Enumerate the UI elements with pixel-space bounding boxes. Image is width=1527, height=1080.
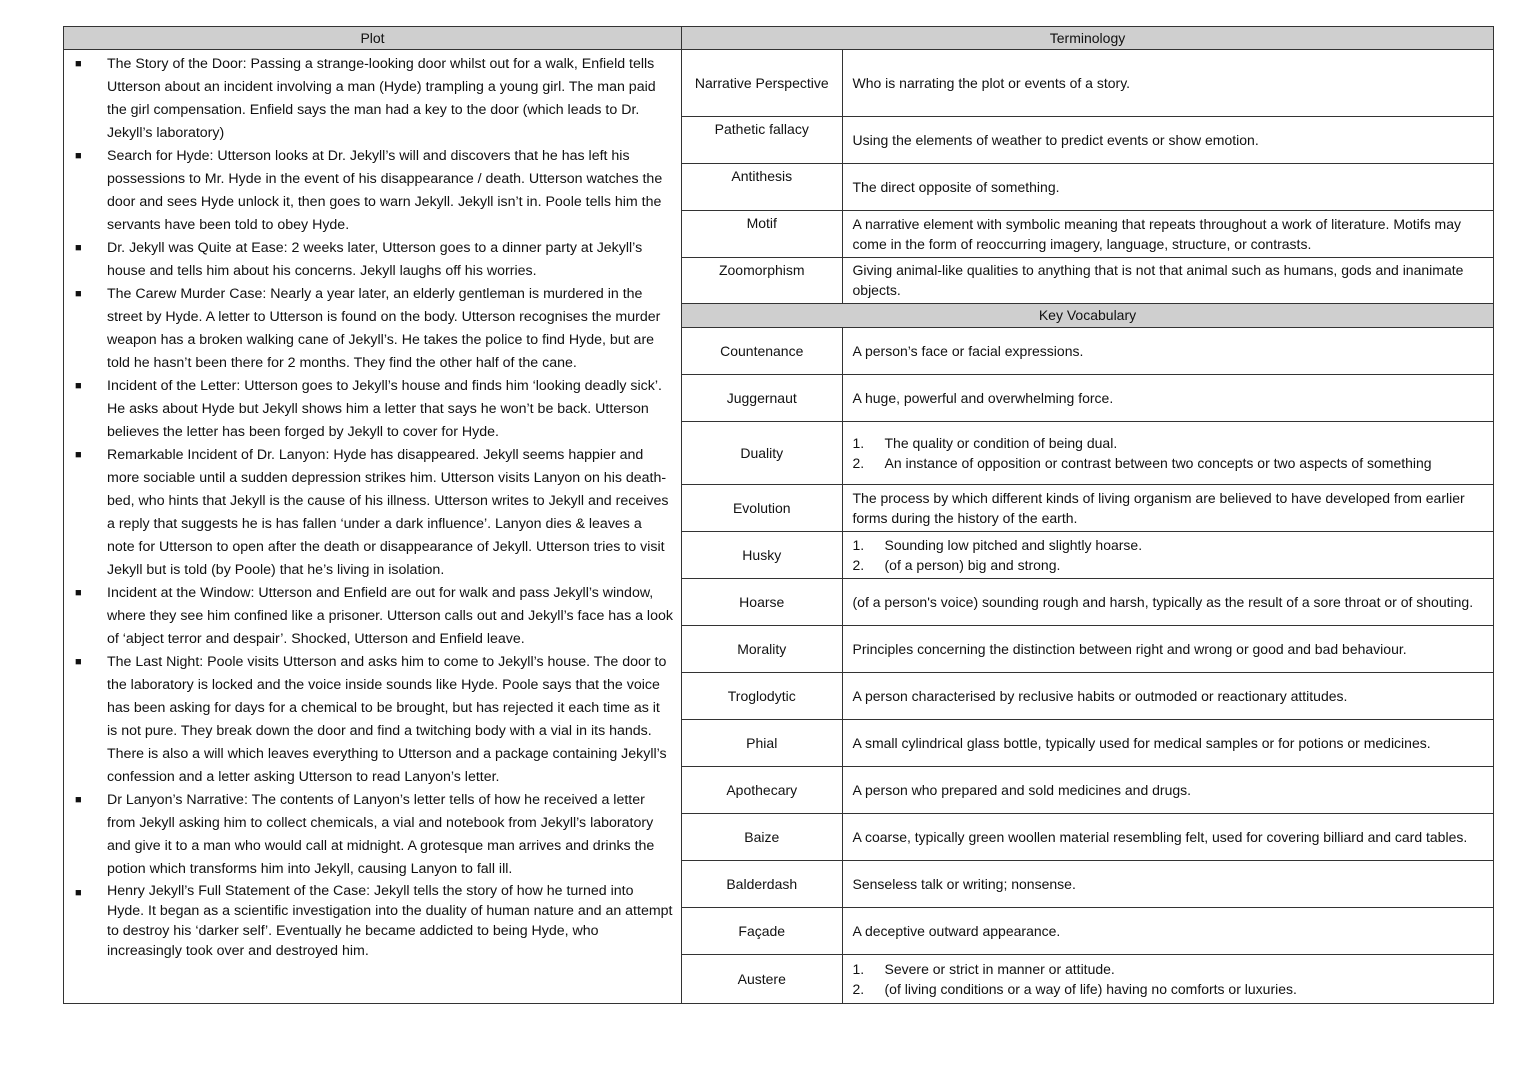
definition-cell: A coarse, typically green woollen material resembling felt, used for covering billiard and card tables. [842, 813, 1493, 860]
vocabulary-header-row [682, 303, 1493, 327]
definition-cell: A person characterised by reclusive habits or outmoded or reactionary attitudes. [842, 672, 1493, 719]
definition-cell: A person’s face or facial expressions. [842, 327, 1493, 374]
bullet-icon: ■ [75, 380, 82, 392]
definition-cell: The direct opposite of something. [842, 163, 1493, 210]
term-cell: Zoomorphism [682, 257, 842, 303]
list-number: 2. [852, 454, 865, 471]
glossary-table [682, 50, 1493, 1004]
list-text: An instance of opposition or contrast between two concepts or two aspects of something [884, 454, 1432, 471]
term-cell: Duality [682, 421, 842, 484]
vocab-row [682, 421, 1493, 484]
definition-cell: Who is narrating the plot or events of a story. [842, 50, 1493, 116]
definition-cell [842, 954, 1493, 1004]
definition-cell [842, 421, 1493, 484]
bullet-icon: ■ [75, 656, 82, 668]
term-row [682, 210, 1493, 257]
plot-item-text: Remarkable Incident of Dr. Lanyon: Hyde has disappeared. Jekyll seems happier and more sociable until a sudden depression strikes him. Utterson visits Lanyon on his death-bed, who hints that Jekyll is the cause of his illness. Utterson writes to Jekyll and receives a reply that suggests he is has fallen ‘under a dark influence’. Lanyon dies & leaves a note for Utterson to open after the death or disappearance of Jekyll. Utterson tries to visit Jekyll but is told (by Poole) that he’s living in isolation. [107, 447, 669, 578]
plot-item-text: Incident of the Letter: Utterson goes to Jekyll’s house and finds him ‘looking deadly sick’. He asks about Hyde but Jekyll shows him a letter that says he won’t be back. Utterson believes the letter has been forged by Jekyll to cover for Hyde. [107, 378, 662, 440]
definition-cell: A huge, powerful and overwhelming force. [842, 374, 1493, 421]
term-row [682, 163, 1493, 210]
definition-cell: Giving animal-like qualities to anything that is not that animal such as humans, gods and inanimate objects. [842, 257, 1493, 303]
plot-item [64, 53, 673, 145]
bullet-icon: ■ [75, 288, 82, 300]
plot-item-text: Search for Hyde: Utterson looks at Dr. Jekyll’s will and discovers that he has left his possessions to Mr. Hyde in the event of his disappearance / death. Utterson watches the door and sees Hyde unlock it, then goes to warn Jekyll. Jekyll isn’t in. Poole tells him the servants have been told to obey Hyde. [107, 148, 663, 233]
vocab-row [682, 531, 1493, 578]
list-text: The quality or condition of being dual. [884, 434, 1118, 451]
bullet-icon: ■ [75, 587, 82, 599]
term-cell: Pathetic fallacy [682, 116, 842, 163]
definition-list-item [853, 959, 1486, 979]
term-cell: Austere [682, 954, 842, 1004]
glossary-column [682, 27, 1493, 1003]
term-cell: Hoarse [682, 578, 842, 625]
definition-cell: (of a person's voice) sounding rough and harsh, typically as the result of a sore throat or of shouting. [842, 578, 1493, 625]
list-text: (of living conditions or a way of life) having no comforts or luxuries. [884, 981, 1297, 998]
definition-list [853, 433, 1486, 473]
vocab-row [682, 484, 1493, 531]
plot-item [64, 881, 673, 961]
vocab-row [682, 860, 1493, 907]
vocab-row [682, 813, 1493, 860]
plot-item-text: Dr Lanyon’s Narrative: The contents of Lanyon’s letter tells of how he received a letter from Jekyll asking him to collect chemicals, a vial and notebook from Jekyll’s laboratory and give it to a man who would call at midnight. A grotesque man arrives and drinks the potion which transforms him into Jekyll, causing Lanyon to fall ill. [107, 792, 655, 877]
term-cell: Apothecary [682, 766, 842, 813]
bullet-icon: ■ [75, 242, 82, 254]
vocab-row [682, 766, 1493, 813]
bullet-icon: ■ [75, 794, 82, 806]
list-text: (of a person) big and strong. [884, 556, 1061, 573]
vocab-row [682, 578, 1493, 625]
definition-cell: A small cylindrical glass bottle, typically used for medical samples or for potions or medicines. [842, 719, 1493, 766]
definition-list-item [853, 535, 1486, 555]
definition-list-item [853, 433, 1486, 453]
definition-cell: Using the elements of weather to predict events or show emotion. [842, 116, 1493, 163]
term-cell: Husky [682, 531, 842, 578]
bullet-icon: ■ [75, 150, 82, 162]
plot-header: Plot [64, 27, 681, 50]
plot-list [64, 50, 681, 961]
definition-list-item [853, 555, 1486, 575]
plot-item-text: Incident at the Window: Utterson and Enfield are out for walk and pass Jekyll’s window, where they see him confined like a prisoner. Utterson calls out and Jekyll’s face has a look of ‘abject terror and despair’. Shocked, Utterson and Enfield leave. [107, 585, 673, 647]
list-number: 2. [852, 556, 865, 573]
term-cell: Façade [682, 907, 842, 954]
vocab-row [682, 719, 1493, 766]
definition-list-item [853, 979, 1486, 999]
term-row [682, 50, 1493, 116]
plot-item [64, 582, 673, 651]
plot-item [64, 444, 673, 582]
definition-cell: Senseless talk or writing; nonsense. [842, 860, 1493, 907]
bullet-icon: ■ [75, 58, 82, 70]
list-number: 1. [852, 961, 865, 978]
plot-item [64, 283, 673, 375]
definition-cell: The process by which different kinds of living organism are believed to have developed from earlier forms during the history of the earth. [842, 484, 1493, 531]
definition-list [853, 959, 1486, 999]
term-row [682, 257, 1493, 303]
term-cell: Morality [682, 625, 842, 672]
definition-cell [842, 531, 1493, 578]
plot-item [64, 145, 673, 237]
term-cell: Antithesis [682, 163, 842, 210]
term-cell: Baize [682, 813, 842, 860]
term-cell: Juggernaut [682, 374, 842, 421]
definition-list-item [853, 453, 1486, 473]
plot-column [64, 27, 682, 1003]
vocab-row [682, 907, 1493, 954]
list-number: 1. [852, 536, 865, 553]
knowledge-organiser-sheet [63, 26, 1494, 1004]
definition-cell: A person who prepared and sold medicines and drugs. [842, 766, 1493, 813]
term-cell: Motif [682, 210, 842, 257]
term-cell: Phial [682, 719, 842, 766]
plot-item [64, 237, 673, 283]
plot-item-text: The Story of the Door: Passing a strange-looking door whilst out for a walk, Enfield tells Utterson about an incident involving a man (Hyde) trampling a young girl. The man paid the girl compensation. Enfield says the man had a key to the door (which leads to Dr. Jekyll’s laboratory) [107, 56, 656, 141]
vocabulary-header: Key Vocabulary [682, 303, 1493, 327]
plot-item [64, 789, 673, 881]
bullet-icon: ■ [75, 887, 82, 899]
term-cell: Countenance [682, 327, 842, 374]
list-text: Severe or strict in manner or attitude. [884, 961, 1115, 978]
plot-item-text: Dr. Jekyll was Quite at Ease: 2 weeks later, Utterson goes to a dinner party at Jekyll’s house and tells him about his concerns. Jekyll laughs off his worries. [107, 240, 643, 279]
list-text: Sounding low pitched and slightly hoarse. [884, 536, 1143, 553]
term-cell: Evolution [682, 484, 842, 531]
vocab-row [682, 327, 1493, 374]
definition-cell: A narrative element with symbolic meaning that repeats throughout a work of literature. Motifs may come in the form of reoccurring imagery, language, structure, or contrasts. [842, 210, 1493, 257]
vocab-row [682, 625, 1493, 672]
list-number: 1. [852, 434, 865, 451]
plot-item [64, 651, 673, 789]
vocab-row [682, 672, 1493, 719]
bullet-icon: ■ [75, 449, 82, 461]
plot-item [64, 375, 673, 444]
term-cell: Troglodytic [682, 672, 842, 719]
plot-item-text: Henry Jekyll’s Full Statement of the Case: Jekyll tells the story of how he turned into Hyde. It began as a scientific investigation into the duality of human nature and an attempt to destroy his ‘darker self’. Eventually he became addicted to being Hyde, who increasingly took over and destroyed him. [107, 883, 673, 959]
vocab-row [682, 954, 1493, 1004]
definition-cell: Principles concerning the distinction between right and wrong or good and bad behaviour. [842, 625, 1493, 672]
definition-list [853, 535, 1486, 575]
definition-cell: A deceptive outward appearance. [842, 907, 1493, 954]
term-cell: Balderdash [682, 860, 842, 907]
term-row [682, 116, 1493, 163]
vocab-row [682, 374, 1493, 421]
list-number: 2. [852, 981, 865, 998]
plot-item-text: The Carew Murder Case: Nearly a year later, an elderly gentleman is murdered in the street by Hyde. A letter to Utterson is found on the body. Utterson recognises the murder weapon has a broken walking cane of Jekyll’s. He takes the police to find Hyde, but are told he hasn’t been there for 2 months. They find the other half of the cane. [107, 286, 661, 371]
terminology-header: Terminology [682, 27, 1493, 50]
term-cell: Narrative Perspective [682, 50, 842, 116]
plot-item-text: The Last Night: Poole visits Utterson and asks him to come to Jekyll’s house. The door to the laboratory is locked and the voice inside sounds like Hyde. Poole says that the voice has been asking for days for a chemical to be brought, but has rejected it each time as it is not pure. They break down the door and find a twitching body with a vial in its hands. There is also a will which leaves everything to Utterson and a package containing Jekyll’s confession and a letter asking Utterson to read Lanyon’s letter. [107, 654, 667, 785]
